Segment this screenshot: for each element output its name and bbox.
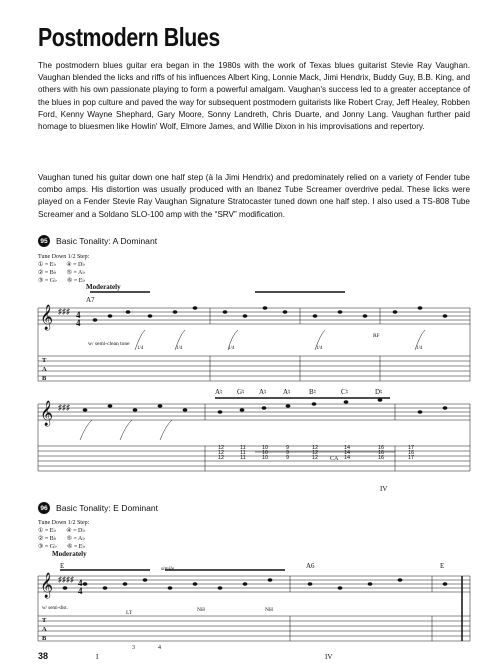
tuning-string: ⑥ = E♭	[66, 278, 86, 284]
svg-text:14: 14	[344, 455, 351, 461]
tab-lines	[38, 356, 470, 381]
svg-text:11: 11	[240, 450, 246, 456]
lt-marking: LT	[126, 610, 133, 616]
svg-text:10: 10	[262, 450, 269, 456]
svg-text:11: 11	[240, 445, 246, 451]
track-number-badge: 95	[38, 235, 50, 247]
chord-symbol: B♮	[309, 388, 317, 396]
tuning-string: ① = E♭	[38, 528, 57, 534]
tempo-marking: Moderately	[86, 283, 121, 291]
svg-text:T: T	[42, 357, 47, 364]
tone-marking: w/ semi-clean tone	[88, 341, 130, 347]
chord-symbol: E	[60, 562, 65, 570]
svg-text:♯♯♯: ♯♯♯	[58, 403, 70, 412]
gear-paragraph: Vaughan tuned his guitar down one half step (à la Jimi Hendrix) and predominately relied on a variety of Fender tube combo amps. His distortion was usually produced with an Ibanez Tube Screamer overdrive pedal. These licks were played on a Fender Stevie Ray Vaughan Signature Stratocaster tuned down one half step. I also used a TS-808 Tube Screamer and a Soldano SLO-100 amp with the “SRV” modification.	[38, 173, 470, 219]
roman-numeral: I	[96, 653, 99, 661]
example-title: Basic Tonality: E Dominant	[56, 503, 159, 513]
svg-text:10: 10	[262, 455, 269, 461]
svg-text:9: 9	[286, 450, 290, 456]
bend-label: 1/4	[416, 346, 423, 351]
page-title: Postmodern Blues	[38, 22, 220, 52]
track-number-badge: 96	[38, 502, 50, 514]
roman-numeral: IV	[380, 485, 388, 493]
rf-marking: RF	[373, 333, 380, 339]
chord-symbol: C♮	[341, 388, 349, 396]
svg-text:17: 17	[408, 455, 415, 461]
tuning-title: Tune Down 1/2 Step:	[38, 254, 90, 260]
nh-marking: NH	[265, 607, 273, 613]
chord-symbol: E	[440, 562, 445, 570]
tuning-string: ④ = D♭	[66, 262, 86, 268]
svg-text:12: 12	[312, 445, 319, 451]
simile-marking: simile	[161, 566, 175, 572]
svg-text:9: 9	[286, 445, 290, 451]
svg-text:12: 12	[218, 455, 225, 461]
svg-text:4: 4	[78, 578, 83, 588]
treble-clef: 𝄞	[40, 304, 54, 329]
svg-text:16: 16	[378, 450, 385, 456]
bend-label: 1/4	[137, 346, 144, 351]
tuning-string: ⑤ = A♭	[66, 270, 86, 276]
tab-number: 3	[132, 645, 135, 651]
tuning-string: ⑤ = A♭	[66, 536, 86, 542]
tab-number: 4	[158, 645, 161, 651]
bend-label: 1/4	[228, 346, 235, 351]
tempo-marking: Moderately	[52, 550, 87, 558]
treble-clef: 𝄞	[40, 572, 54, 597]
svg-text:17: 17	[408, 445, 415, 451]
tuning-title: Tune Down 1/2 Step:	[38, 520, 90, 526]
chord-symbol: A♮	[215, 388, 223, 396]
page-number: 38	[38, 651, 49, 661]
tuning-string: ④ = D♭	[66, 528, 86, 534]
svg-text:♯♯♯♯: ♯♯♯♯	[58, 575, 74, 584]
svg-text:A: A	[42, 366, 47, 373]
tuning-string: ② = B♭	[38, 536, 57, 542]
tuning-string: ⑥ = E♭	[66, 544, 86, 550]
tuning-string: ② = B♭	[38, 270, 57, 276]
tuning-string: ① = E♭	[38, 262, 57, 268]
svg-text:4: 4	[76, 310, 81, 320]
chord-symbol: A6	[306, 562, 315, 570]
svg-text:12: 12	[218, 450, 225, 456]
svg-text:14: 14	[344, 450, 351, 456]
bend-label: 1/4	[176, 346, 183, 351]
intro-paragraph: The postmodern blues guitar era began in the 1980s with the work of Texas blues guitarist Stevie Ray Vaughan. Vaughan blended the licks and riffs of his influences Albert King, Lonnie Mack, Jimi Hendrix, Buddy Guy, B.B. King, and others with his own passionate playing to form a powerful amalgam. Vaughan's success led to a greater acceptance of the blues in pop culture and paved the way for subsequent postmodern guitarists like Robert Cray, Jeff Healey, Robben Ford, Kenny Wayne Shephard, Gary Moore, Sonny Landreth, Chris Duarte, and Jonny Lang. Vaughan further paid homage to bluesmen like Howlin' Wolf, Elmore James, and Willie Dixon in his improvisations and repertory.	[38, 61, 470, 132]
svg-text:4: 4	[78, 586, 83, 596]
chord-symbol: A♮	[259, 388, 267, 396]
chord-symbol: G♮	[237, 388, 245, 396]
svg-text:9: 9	[286, 455, 290, 461]
svg-text:12: 12	[218, 445, 225, 451]
example-title: Basic Tonality: A Dominant	[56, 236, 158, 246]
tuning-string: ③ = G♭	[38, 278, 57, 284]
svg-text:16: 16	[378, 455, 385, 461]
roman-numeral: IV	[325, 653, 333, 661]
svg-text:11: 11	[240, 455, 246, 461]
svg-text:A: A	[42, 626, 47, 633]
svg-text:B: B	[42, 375, 47, 382]
svg-text:16: 16	[378, 445, 385, 451]
svg-text:14: 14	[344, 445, 351, 451]
tone-marking: w/ semi-dist.	[42, 606, 68, 611]
svg-text:4: 4	[76, 318, 81, 328]
svg-text:B: B	[42, 635, 47, 642]
nh-marking: NH	[197, 607, 205, 613]
svg-text:12: 12	[312, 450, 319, 456]
chord-symbol: D♮	[375, 388, 383, 396]
svg-text:12: 12	[312, 455, 319, 461]
svg-text:♯♯♯: ♯♯♯	[58, 307, 70, 316]
ca-marking: CA	[330, 456, 339, 462]
treble-clef: 𝄞	[40, 400, 54, 425]
chord-symbol: A♮	[283, 388, 291, 396]
svg-text:10: 10	[262, 445, 269, 451]
chord-symbol: A7	[86, 296, 95, 304]
staff-lines	[38, 308, 470, 324]
tuning-string: ③ = G♭	[38, 544, 57, 550]
svg-text:T: T	[42, 617, 47, 624]
bend-label: 1/4	[316, 346, 323, 351]
svg-text:16: 16	[408, 450, 415, 456]
